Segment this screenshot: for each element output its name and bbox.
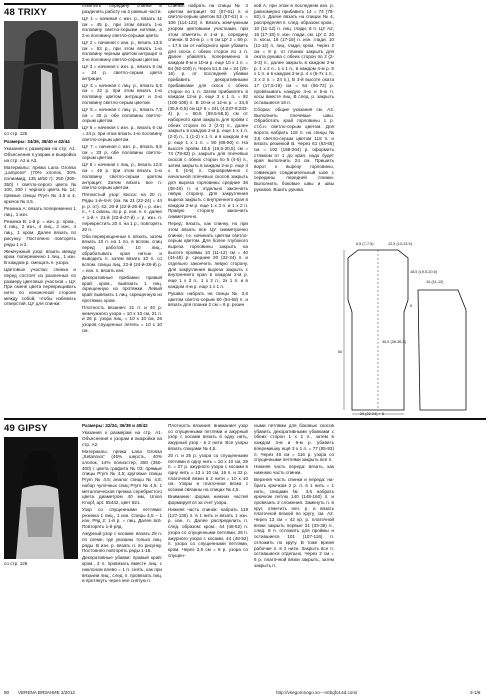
gipsy-gauge-note: Плотность вязания: внимание! узор со спущенными петлями и ажурный узор с косами вязать в одну нить, ажурный узор - в 2 нити. Все узоры вязать спицами № 4,5. xyxy=(168,423,248,451)
section-divider xyxy=(4,418,486,420)
trixy-col2-p5: ЦУ 4 = начиная с лиц. р., вязать 5,5 см = 22 р. при этом вязать 1-ю половину цветом антрацит и 2-ю половину светло-серым цветом. xyxy=(82,82,162,105)
gipsy-lace-cable: Ажурный узор с косами: вязать 29 п. по схеме, где указаны только лиц. ряды. В изн. р. вязать п. по рисунку, Постоянно повторять ряды 1-16. xyxy=(82,531,162,554)
model-photo-trixy xyxy=(4,21,78,129)
trixy-col2-p9: ЦУ 8 = начиная с лиц. р., вязать 12,5 см = 49 р. при этом вязать 1-ю половину светло-серым цветом антрацит. Затем вязать все п. светло-серым цветом. xyxy=(82,162,162,191)
diagram-label-bottom: 20 (22-24) + 5 xyxy=(360,412,384,416)
site-tag: 3-1/8 xyxy=(470,690,481,695)
gipsy-lower-front: Нижняя часть переда: вязать, как нижнюю часть спинки. xyxy=(254,464,334,476)
gipsy-attention: Внимание: форма нижних частей формируется за счет узора. xyxy=(168,494,248,505)
gipsy-column-2 xyxy=(168,423,248,560)
trixy-rib-a: Резинка А: вязать попеременно 1 лиц., 1 изн. xyxy=(4,205,76,217)
trixy-col2-p11: Оба перекрещенных п. вязать, затем вязать 10 п. на 1 по, в вспом. спиц перед работой, 10 лиц., обрабатывать края нитью и выводить п. затем вязать 10 п. со вспом. спицы лиц. 22-й (24-й-28-й) р. = изн. п. вязать изн. xyxy=(82,233,162,273)
trixy-pearl-pattern: Жемчужный узор: вязать между кром. попеременно 1 лиц., 1 изн. В каждом р. смещать п. узора. xyxy=(4,248,76,266)
trixy-decor-increase: Декоративные прибавки: правый край: кром., вывязать 1 лиц. скрещенную из протяжки. Левый край: вывязать 1 лиц. скрещенную из протяжки, кром. xyxy=(82,274,162,303)
trixy-sleeve-cont: кой А, при этом в последнем изн. р. равномерно прибавить 14 = 74 (78-82) п. Далее вязать на спицах № 4, распределяя п. след. образом: кром., 10 (11-12) п. лиц. глади, 6 п. ЦУ А2, 16 (17-18) п. изн. глади, см. ЦУ 2, 20 п. косы, 16 (17-18) п. изн. глади, 10 (11-12) п. лиц. глади, кром. Через 2 см = 8 р. от планки закрыть для оката рукава с обеих сторон по 2 (2-3-3) п., далее закрыть в каждом 2-м р. 1 x 2 п., 1 x 1 п., в каждом 4-м р. 5 x 1 п. и в каждом 2-м р. 4 x (5-7x 1 п., 3 x 2 п. = 24 п.), В 3-й высоте оката 17 (17,5-19) см = 64 (66-72) р. провязывать каждую 4-ю и 5-ю п. косы вместе лиц. В след. р. закрыть оставшиеся 18 п. xyxy=(254,3,335,105)
trixy-col2-p6: ЦУ 5 = начиная с лиц. р., вязать 7,5 см = 30 р. обе половины светло-серым цветом. xyxy=(82,106,162,124)
diagram-label-side-a: 18,5 (19,5-20,5) xyxy=(410,270,438,274)
trixy-sleeves: Рукава: набрать на спицы № 3,5 цветом светло-серым 60 (64-68) п. и вязать для планки 2 см = 8 р. резин xyxy=(168,290,248,308)
diagram-label-left-h: 35,5 (36-36,5) xyxy=(382,340,406,344)
trixy-front: Перед: вязать, как спинку, но при этом вязать все ЦУ симметрично спинке, т.е. начинать цветом светло-серым цветом. Для более глубокого выреза горловины закрыть на высоте проймы 10 (11-12) см = 40 (44-48) р. средние 30 (32-34) п. и отдельно закончить левую сторону. Для закругления выреза закрыть с внутреннего края в каждом 2-м р. еще 1 x 3 п., 1 x 2 п., 2x 1 п. и в каждом 4-м р. еще 1 x 1 п. xyxy=(168,221,248,289)
gipsy-size-note: Указания к размерам на стр. А1. Объяснения к узорам и выкройка на стр. А2. xyxy=(82,430,162,447)
diagram-label-middle: 60 xyxy=(338,350,343,354)
trixy-size-note: Указания к размерам на стр. А1. Объяснения к узорам и выкройка на стр. А2 и А3. xyxy=(4,146,76,163)
trixy-column-4 xyxy=(254,3,334,194)
diagram-label-top-mid: 12,5 (13-13,5) xyxy=(388,242,412,246)
section-title-49: 49 GIPSY xyxy=(4,423,48,434)
diagram-label-top-left: 6,5 (7-7,5) xyxy=(356,242,374,246)
trixy-schematic xyxy=(338,240,486,420)
trixy-column-1 xyxy=(4,139,76,308)
trixy-back: Спинка: набрать на спицы № 4 цветом антрацит 53 (57-61) п. и светло-серым цветом 53 (57-61) п. = 106 (114-122) п. Вязать жемчужным узором цветовыми участками, при этом отметить в 1-м р. середину спинки. В 24-м р. = 6 см ЦУ 2 = 69 р. = 17,5 см от наборного края убавить для скоса с обеих сторон по 1 п. Далее убавлять попеременно в каждом 8-м и 10-м р. еще 10 x 1 п. = 84 (92-100) п. Через 51,5 см = 24 (20-16) р. от последней убавки прибавить декоративными прибавками для скоса с обеих сторон по 1 п. Затем прибавлять в каждом 12-м р. еще 3 x 1 п. = 92 (100-108) п. В 10-м и 12-м р. = 34,5 (35,5-0,5) см ЦУ 8 = 241 (4:237-8:233-4) р. = 60,5 (59,5-58,5) см от наборного края закрыть для пройм с обеих сторон по 2 (2-3) п., далее закрыть в каждом 2-м р. еще 1 x 1 п. (2-2) п., 1 (1-2) x 1 п. и в каждом 4-м р. еще 1 x 1 п. = 80 (86-90) п. На высоте пройм 18,5 (19,5-20,5) см = 74 (78-82) р. закрыть для плечевых скосов с обеих сторон по 5 (4-5) п., затем закрыть в каждом 2-м р. еще 4 x 5 (4-5) п. Одновременно с начальной плечевых скосов закрыть для выреза горловины средние 36 (38-40) п. и отдельно закончить левую сторону. Для закругления выреза закрыть с внутреннего края в каждом 2-м р. еще 1 x 3 п. и 1 x 2 п. Правую сторону закончить симметрично. xyxy=(168,3,248,220)
gipsy-column-1 xyxy=(82,423,162,585)
gipsy-decor-decrease: Декоративные убавки: правый край: кром., 2 п. провязать вместе лиц. с наклоном влево = 1 п. снять, как при вязании лиц., след. п. провязать лиц. и протянуть через нее снятую п. xyxy=(82,555,162,584)
gipsy-materials: Материалы: пряжа Lana Grossa „Setanova“ (46% шерсть, 40% хлопок, 14% полиэстер, 350 (350-400) г цвета графита № 03; прямые спицы Prym № 4,5; круговые спицы Prym № 4,5; аналог спицы № 4,5; набор чулочных спиц Prym № 4,5; 1 металлическая пряжка серебристого цвета диаметром 40 мм, Union Knopf, арт. 55442, цвет 821. xyxy=(82,448,162,505)
gipsy-upper-parts: Верхняя часть спинки и переда: на-брать крючком 2 p. п. в 1 нить = 1 нить, спицами № 4,5 набрать крючком петлю 140 (148-160) п. и провязать 2 сложения. Замкнуть п. в круг, отметить нач. р. и вязать платочной вязкой по кругу, см. А2. Через 13 см = 42 кр. р. платочной вязки закрыть первые 31 (33-36) п., след. 8 п. отложить для проймы и оставшиеся 101 (107-116) п. отложить по кругу. В тоже время рабочие п. в 2 нити. Закрыть все п. оставшиеся отдельно. Через 2 см = 6 р. платочной вязки закрыть, затем закрыть п. xyxy=(254,477,334,568)
trixy-col2-p10: Пятнистый узор: Кисса: на 20 п. Ряды 1-й–8-й: (см. № 21 (22-24) = 44 р. р. от). 42, 20-й (22-й-26-й) = р. изн. п., + 1 сквозь. по р. р. изн. п. п. далее + 1-й + 21-й (23-й-27-й) = р. изн. п. перекрестить 20 п. на 1 р.; повторять 20 п. xyxy=(82,192,162,232)
trixy-materials: Материалы: пряжа Lana Grossa „Lampone“ (70% хлопок, 30% полиамид, 135 м/50 г): 250 (300-350) г светло-серого цвета № 100, 200 г черного цвета № 14; прямые спицы Prym № 3,5 и 4, крючок № 3,5. xyxy=(4,164,76,204)
trixy-rib-b: Резинка В: 1-й р. = изн. р.: кром., 4 лиц., 2 изн., 4 лиц., 2 изн., 4 лиц., 1 кром. Далее вязать по рисунку. Постоянно повторять ряды 1 и 2. xyxy=(4,218,76,247)
trixy-column-3 xyxy=(168,3,248,309)
trixy-col2-p2: ЦУ 1 = начиная с изн. р., вязать 11 см = 45 р., при этом вязать 1-ю половину светло-серыми нитями, а 2-ю половину светло-серыми цвета. xyxy=(82,15,162,38)
page-number: 90 xyxy=(4,690,10,695)
trixy-col2-p7: ЦУ 6 = начиная с изн. р., вязать 6 см = 24 р. при этом вязать 1-ю половину светло-серым цветом. xyxy=(82,125,162,142)
gipsy-gauge: 20 п. и 25 р. узора со спущенными петлями в одну нить = 10 х 10 см, 29 п. = 27 р. ажурного узора с косами в одну нить = 13 х 10 см, 16 п. и 32 р. платочной вязки в 2 нити = 10 х 10 см. Узоры и платочная вязка с косами связаны на спицах № 4,5. xyxy=(168,452,248,493)
trixy-color-blocks: Цветовые участки: спинка и перед состоят из различных по размеру цветовых участков = ЦУ. При смене цвета перекрещивать нити по изнаночной стороне между собой, чтобы избежать отверстий. ЦУ для спинки: xyxy=(4,267,76,307)
trixy-gauge: Плотность вязания: 21 п. и 40 р. жемчужного узора = 10 х 10 см, 21 п. и 26 р. узора лиц. = 10 х 10 см, 26 узоров спущенных петель = 10 х 10 см. xyxy=(82,304,162,333)
magazine-title: VERENA ВЯЗАНИЕ 2/2012 xyxy=(18,690,75,695)
section-title-48: 48 TRIXY xyxy=(4,7,47,18)
diagram-label-side-c: 10-(11-12) xyxy=(426,280,444,284)
trixy-column-2 xyxy=(82,3,162,335)
photo-caption-gipsy: со стр. 126 xyxy=(4,561,28,566)
gipsy-column-3 xyxy=(254,423,334,570)
model-photo-gipsy xyxy=(4,437,78,559)
photo-caption-trixy: со стр. 125 xyxy=(4,131,28,136)
gipsy-lower-back-cont: ными петлями для боковых скосов убавить декоративными убавками с обеих сторон 1 x 1 п., затем в каждом 4-м и 6-м р. убавить вперемешку ещё 3 x 1 п. = 77 (85-93) п. Через 46 см = 116 р. узора со спущенными петлями закрыть все п. xyxy=(254,423,334,463)
gipsy-sizes: Размеры: 32/34, 36/38 и 40/42 xyxy=(82,423,148,428)
diagram-label-side-b: 5 xyxy=(410,304,413,308)
gipsy-drop-stitch: Узор со спущенными петлями: резинка 1 лиц., 1 изн. Спицы 4,5 – 1 изн. Ряд 2: 1-й р. = лиц. Далее всё. Повторять 1-й-ряд. xyxy=(82,507,162,530)
trixy-col2-p3: ЦУ 2 = начиная с изн. р., вязать 13,5 см = 53 р., при этом вязать 1-ю половину черным цветом антрацит и 2-ю половину светло-серым цветом. xyxy=(82,40,162,63)
gipsy-lower-back: Нижняя часть спинки: набрать 119 (127-135) п. в 1 нить и вязать 1 изн. р. изн. п. Далее распределить п. след. образом: кром., 44 (48-52) п. узора со спущенными петлями, 29 п. ажурного узора с косами, 44 (48-52) п. узора со спущенными петлями, кром. Через 3,5 см = 8 р. узора со спущен- xyxy=(168,507,248,558)
watermark-url: http://vsegomnogo.xn---mtbqfo14d.com/ xyxy=(276,690,358,695)
trixy-assembly: Сборка: общие указания см. А3. Выполнить плечевые швы. Обработать край горловины 1 р. ст.б.н. светло-серым цветом. Для ворота набрать 118 п. на спицы № 3,5 светло-серым цветом 118 п. и вязать резинкой В. Через 61 (63-65) см = 192 (198-204) р. оформить стяжком от 1 до края, надо будет края выполнить 24 см. Пришить ворот к вырезу горловины, совмещая соединительный шов с середины передней спинки. Выполнить боковые швы и швы рукавов. Вшить рукава. xyxy=(254,107,334,192)
trixy-sizes: Размеры: 34/36, 38/40 и 42/44 xyxy=(4,139,70,144)
trixy-col2-p8: ЦУ 7 = начиная с изн. р., вязать 8,5 см = 33 р. обе половины светло-серым цветом. xyxy=(82,143,162,161)
trixy-col2-p1: отметить середину спинки и разделить работу на 2 равные части. xyxy=(82,3,162,14)
trixy-col2-p4: ЦУ 3 = начиная с изн. р., вязать 6 см = 24 р. светло-серым цвета антрацит. xyxy=(82,64,162,81)
